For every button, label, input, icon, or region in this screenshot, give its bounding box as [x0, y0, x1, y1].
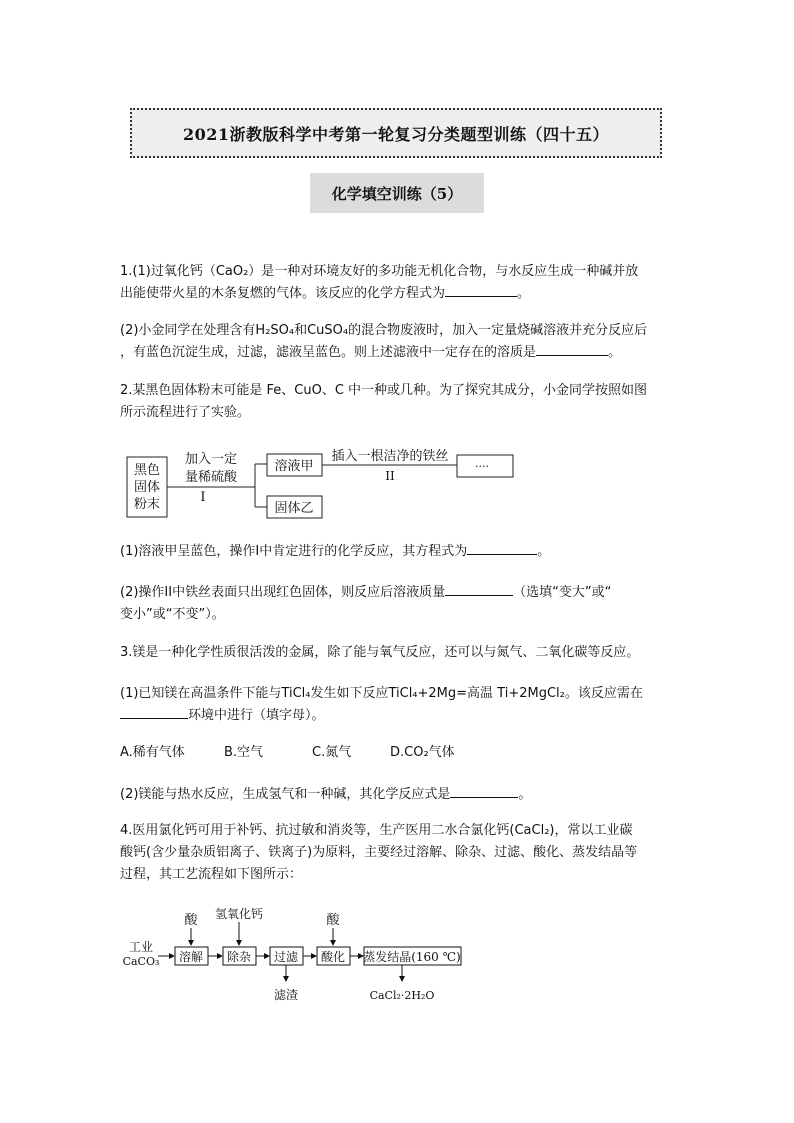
output-residue: 滤渣	[273, 988, 299, 1002]
q3-options	[120, 742, 680, 764]
answer-blank[interactable]	[445, 582, 513, 596]
q2-part1	[120, 541, 680, 563]
step-dissolve: 溶解	[178, 950, 204, 964]
solution-a-label: 溶液甲	[274, 459, 314, 474]
section-subtitle-box	[310, 173, 484, 213]
solid-b-label: 固体乙	[274, 501, 314, 516]
q3-part1-line2: 环境中进行（填字母）。	[120, 705, 680, 727]
answer-blank[interactable]	[445, 283, 517, 297]
step-evaporate: 蒸发结晶(160 ℃)	[363, 950, 461, 964]
q2-part2-line2: 变小”或“不变”）。	[120, 607, 225, 622]
answer-blank[interactable]	[536, 342, 608, 356]
q4-line3: 过程，其工艺流程如下图所示：	[120, 867, 303, 882]
q1-part1-line1: 1.(1)过氧化钙（CaO₂）是一种对环境友好的多功能无机化合物，与水反应生成一种碱并放	[120, 264, 639, 279]
input-calcium-hydroxide: 氢氧化钙	[214, 907, 264, 921]
box1-line2: 固体	[133, 480, 161, 495]
step-purify: 除杂	[226, 950, 252, 964]
input-acid-1: 酸	[184, 913, 198, 928]
step-filter: 过滤	[273, 950, 299, 964]
q3-intro: 3.镁是一种化学性质很活泼的金属，除了能与氧气反应，还可以与氮气、二氧化碳等反应。	[120, 645, 640, 660]
output-product: CaCl₂·2H₂O	[369, 989, 435, 1002]
q2-intro-line2: 所示流程进行了实验。	[120, 405, 251, 420]
q4-line1: 4.医用氯化钙可用于补钙、抗过敏和消炎等，生产医用二水合氯化钙(CaCl₂)，常以工业碳	[120, 823, 633, 838]
q2-experiment-diagram	[120, 445, 520, 523]
box1-line1: 黑色	[133, 463, 161, 478]
answer-blank[interactable]	[450, 784, 518, 798]
q1-part1	[120, 261, 680, 305]
option-b: B.空气	[224, 745, 264, 760]
q4-line2: 酸钙(含少量杂质铝离子、铁离子)为原料，主要经过溶解、除杂、过滤、酸化、蒸发结晶等	[120, 845, 638, 860]
document-title-box	[130, 108, 662, 158]
step1-line2: 量稀硫酸	[184, 470, 238, 485]
option-c: C.氮气	[312, 745, 352, 760]
start-top: 工业	[128, 940, 154, 954]
q1-part2-line1: (2)小金同学在处理含有H₂SO₄和CuSO₄的混合物废液时，加入一定量烧碱溶液并充分反应后	[120, 323, 648, 338]
q3-part2: (2)镁能与热水反应，生成氢气和一种碱，其化学反应式是 。	[120, 784, 680, 806]
q1-part2	[120, 320, 680, 364]
document-title: 2021浙教版科学中考第一轮复习分类题型训练（四十五）	[182, 124, 610, 144]
step2-line1: 插入一根洁净的铁丝	[331, 449, 449, 464]
result-label: ····	[475, 460, 489, 473]
option-d: D.CO₂气体	[390, 745, 455, 760]
q4-text	[120, 820, 680, 886]
input-acid-2: 酸	[326, 913, 340, 928]
step1-line1: 加入一定	[184, 452, 238, 467]
answer-blank[interactable]	[467, 541, 537, 555]
step2-label: II	[385, 469, 395, 483]
q4-process-flow	[120, 905, 480, 1010]
q2-part1-line: (1)溶液甲呈蓝色，操作I中肯定进行的化学反应，其方程式为 。	[120, 541, 680, 563]
q2-part2-line1: (2)操作II中铁丝表面只出现红色固体，则反应后溶液质量 （选填“变大”或“	[120, 582, 680, 604]
step-acidify: 酸化	[320, 950, 346, 964]
q2-intro-line1: 2.某黑色固体粉末可能是 Fe、CuO、C 中一种或几种。为了探究其成分，小金同学按照如图	[120, 383, 648, 398]
q2-part2	[120, 582, 680, 626]
answer-blank[interactable]	[120, 705, 188, 719]
section-subtitle: 化学填空训练（5）	[331, 184, 463, 203]
q2-intro	[120, 380, 680, 424]
box1-line3: 粉末	[133, 497, 161, 512]
option-a: A.稀有气体	[120, 745, 185, 760]
start-bottom: CaCO₃	[122, 955, 160, 968]
step1-label: I	[200, 490, 206, 505]
q1-part1-line2: 出能使带火星的木条复燃的气体。该反应的化学方程式为 。	[120, 283, 680, 305]
q3-part1	[120, 683, 680, 727]
q1-part2-line2: ，有蓝色沉淀生成，过滤，滤液呈蓝色。则上述滤液中一定存在的溶质是 。	[120, 342, 680, 364]
q3-part1-line1: (1)已知镁在高温条件下能与TiCl₄发生如下反应TiCl₄+2Mg=高温 Ti+2MgCl₂。该反应需在	[120, 686, 643, 701]
